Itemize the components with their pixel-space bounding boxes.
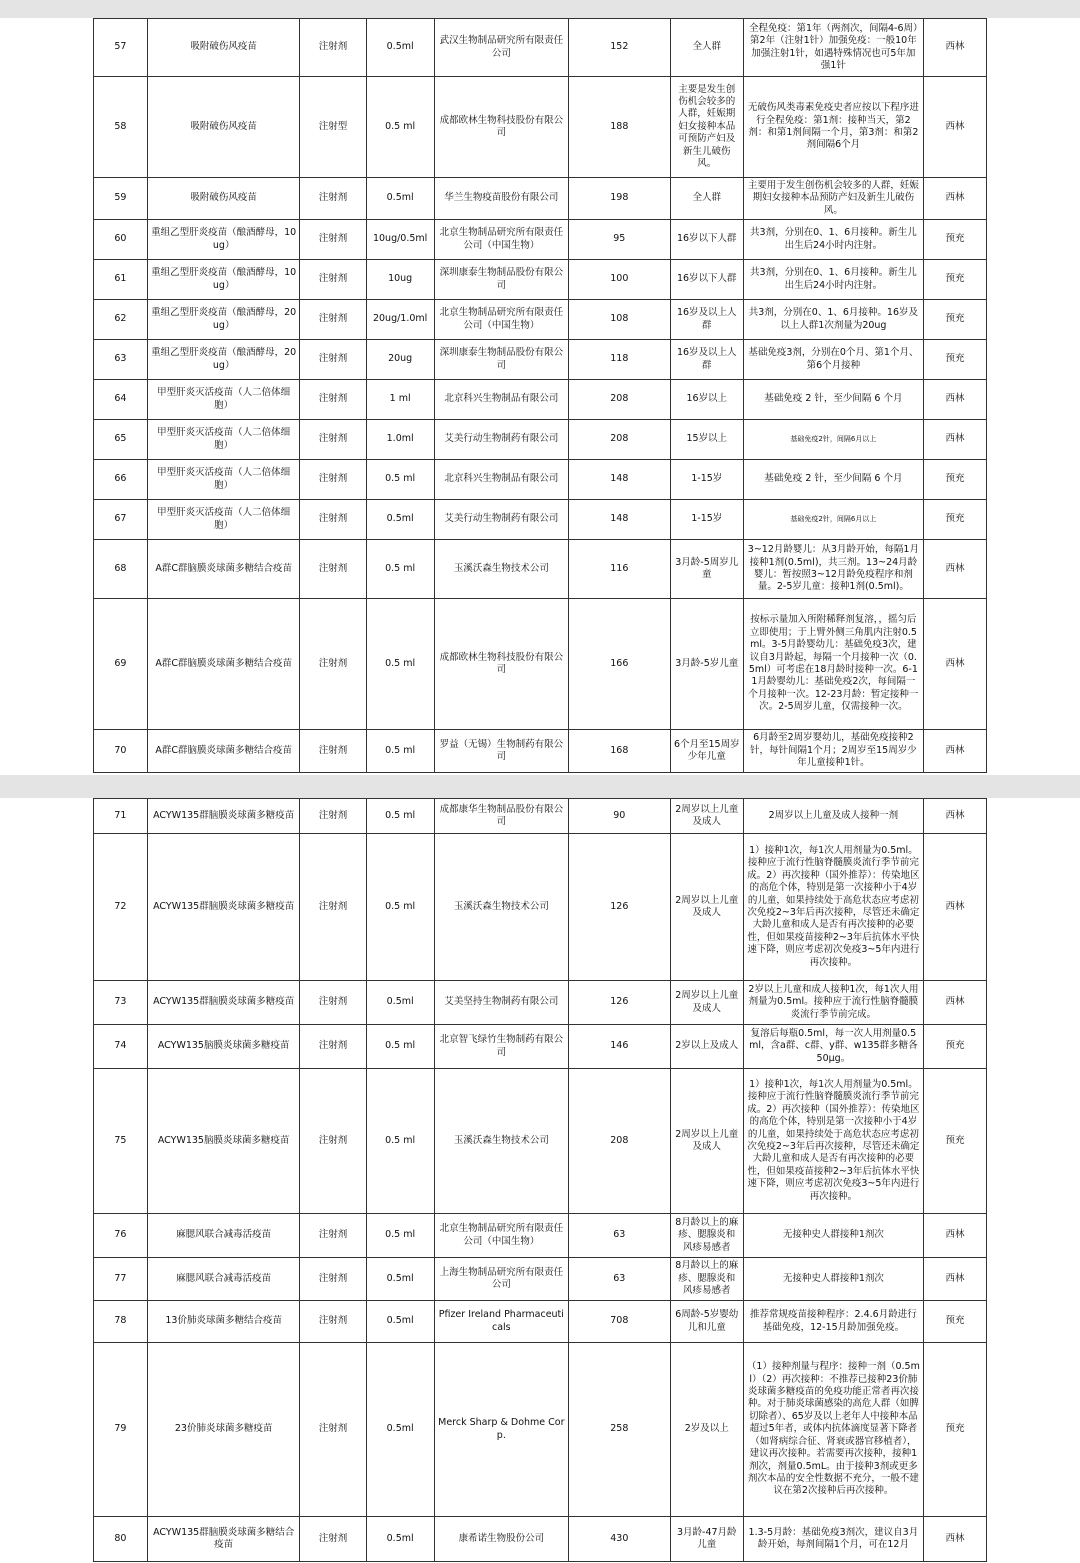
- cell-specification: 0.5ml: [366, 1258, 434, 1301]
- cell-target-population: 16岁以下人群: [670, 220, 743, 260]
- cell-target-population: 主要是发生创伤机会较多的人群，妊娠期妇女接种本品可预防产妇及新生儿破伤风。: [670, 77, 743, 178]
- table-row: [94, 77, 987, 178]
- cell-price: 208: [568, 380, 670, 420]
- cell-specification: 20ug: [366, 340, 434, 380]
- cell-number: 63: [94, 340, 148, 380]
- cell-target-population: 16岁以下人群: [670, 260, 743, 300]
- cell-specification: 0.5 ml: [366, 540, 434, 599]
- cell-package-type: 西林: [923, 799, 986, 834]
- cell-target-population: 16岁以上: [670, 380, 743, 420]
- cell-specification: 10ug: [366, 260, 434, 300]
- cell-price: 208: [568, 420, 670, 460]
- cell-number: 62: [94, 300, 148, 340]
- cell-dosage-form: 注射剂: [300, 1258, 366, 1301]
- cell-target-population: 1-15岁: [670, 460, 743, 500]
- cell-vaccine-name: 重组乙型肝炎疫苗（酿酒酵母，10ug）: [147, 220, 300, 260]
- cell-usage: 共3剂，分别在0、1、6月接种。16岁及以上人群1次剂量为20ug: [743, 300, 923, 340]
- vaccine-table-page-1: [93, 18, 987, 773]
- cell-price: 208: [568, 1069, 670, 1214]
- cell-number: 59: [94, 178, 148, 220]
- table-row: [94, 340, 987, 380]
- cell-package-type: 预充: [923, 460, 986, 500]
- cell-target-population: 15岁以上: [670, 420, 743, 460]
- cell-number: 58: [94, 77, 148, 178]
- cell-manufacturer: 康希诺生物股份公司: [434, 1517, 568, 1562]
- cell-usage: 基础免疫 2 针，至少间隔 6 个月: [743, 380, 923, 420]
- cell-target-population: 2周岁以上儿童及成人: [670, 1069, 743, 1214]
- cell-price: 148: [568, 500, 670, 540]
- cell-package-type: 预充: [923, 220, 986, 260]
- cell-price: 63: [568, 1214, 670, 1258]
- cell-manufacturer: 北京智飞绿竹生物制药有限公司: [434, 1025, 568, 1069]
- cell-target-population: 3月龄-47月龄儿童: [670, 1517, 743, 1562]
- cell-vaccine-name: 13价肺炎球菌多糖结合疫苗: [147, 1301, 300, 1343]
- cell-price: 152: [568, 19, 670, 77]
- cell-price: 146: [568, 1025, 670, 1069]
- cell-target-population: 6周龄-5岁婴幼儿和儿童: [670, 1301, 743, 1343]
- cell-manufacturer: 艾美行动生物制药有限公司: [434, 420, 568, 460]
- cell-vaccine-name: ACYW135群脑膜炎球菌多糖疫苗: [147, 981, 300, 1025]
- cell-number: 61: [94, 260, 148, 300]
- cell-package-type: 预充: [923, 260, 986, 300]
- cell-vaccine-name: 麻腮风联合减毒活疫苗: [147, 1258, 300, 1301]
- cell-price: 90: [568, 799, 670, 834]
- cell-dosage-form: 注射剂: [300, 260, 366, 300]
- cell-number: 76: [94, 1214, 148, 1258]
- cell-dosage-form: 注射剂: [300, 730, 366, 773]
- cell-target-population: 16岁及以上人群: [670, 300, 743, 340]
- cell-dosage-form: 注射剂: [300, 1301, 366, 1343]
- table-row: [94, 19, 987, 77]
- cell-price: 258: [568, 1343, 670, 1517]
- cell-vaccine-name: A群C群脑膜炎球菌多糖结合疫苗: [147, 540, 300, 599]
- cell-vaccine-name: ACYW135脑膜炎球菌多糖疫苗: [147, 1069, 300, 1214]
- cell-target-population: 8月龄以上的麻疹、腮腺炎和风疹易感者: [670, 1214, 743, 1258]
- cell-vaccine-name: 甲型肝炎灭活疫苗（人二倍体细胞）: [147, 460, 300, 500]
- cell-manufacturer: 艾美坚持生物制药有限公司: [434, 981, 568, 1025]
- table-row: [94, 1258, 987, 1301]
- cell-price: 198: [568, 178, 670, 220]
- cell-number: 69: [94, 599, 148, 730]
- cell-price: 100: [568, 260, 670, 300]
- cell-usage: 3~12月龄婴儿：从3月龄开始，每隔1月接种1剂(0.5ml)，共三剂。13~24月龄婴儿：暂按照3~12月龄免疫程序和剂量。2-5岁儿童：接种1剂(0.5ml)。: [743, 540, 923, 599]
- cell-dosage-form: 注射剂: [300, 300, 366, 340]
- cell-usage: 基础免疫2针，间隔6月以上: [743, 420, 923, 460]
- table-row: [94, 260, 987, 300]
- cell-usage: 无破伤风类毒素免疫史者应按以下程序进行全程免疫：第1剂：接种当天，第2剂：和第1剂间隔一个月，第3剂：和第2剂间隔6个月: [743, 77, 923, 178]
- cell-package-type: 西林: [923, 19, 986, 77]
- cell-manufacturer: 武汉生物制品研究所有限责任公司: [434, 19, 568, 77]
- cell-price: 126: [568, 834, 670, 981]
- cell-number: 75: [94, 1069, 148, 1214]
- table-row: [94, 1069, 987, 1214]
- cell-number: 65: [94, 420, 148, 460]
- cell-usage: 按标示量加入所附稀释剂复溶，，摇匀后立即使用；于上臂外侧三角肌内注射0.5ml。3-5月龄婴幼儿：基础免疫3次，建议自3月龄起，每隔一个月接种一次（0.5ml）可考虑在18月龄时接种一次。6-11月龄婴幼儿：基础免疫2次，每间隔一个月接种一次。12-23月龄：暂定接种一次。2-5周岁儿童，仅需接种一次。: [743, 599, 923, 730]
- top-strip: [0, 0, 1080, 18]
- cell-price: 430: [568, 1517, 670, 1562]
- table-row: [94, 178, 987, 220]
- cell-price: 168: [568, 730, 670, 773]
- cell-manufacturer: Merck Sharp & Dohme Corp.: [434, 1343, 568, 1517]
- cell-price: 188: [568, 77, 670, 178]
- table-row: [94, 730, 987, 773]
- cell-specification: 0.5ml: [366, 1517, 434, 1562]
- cell-usage: 共3剂，分别在0、1、6月接种。新生儿出生后24小时内注射。: [743, 260, 923, 300]
- cell-price: 708: [568, 1301, 670, 1343]
- cell-vaccine-name: 甲型肝炎灭活疫苗（人二倍体细胞）: [147, 420, 300, 460]
- cell-usage: 基础免疫2针，间隔6月以上: [743, 500, 923, 540]
- cell-specification: 0.5 ml: [366, 799, 434, 834]
- cell-price: 63: [568, 1258, 670, 1301]
- cell-package-type: 预充: [923, 500, 986, 540]
- cell-number: 64: [94, 380, 148, 420]
- cell-number: 74: [94, 1025, 148, 1069]
- cell-usage: 共3剂，分别在0、1、6月接种。新生儿出生后24小时内注射。: [743, 220, 923, 260]
- cell-specification: 0.5 ml: [366, 730, 434, 773]
- cell-target-population: 2周岁以上儿童及成人: [670, 981, 743, 1025]
- cell-dosage-form: 注射剂: [300, 460, 366, 500]
- cell-package-type: 预充: [923, 1025, 986, 1069]
- cell-manufacturer: 北京科兴生物制品有限公司: [434, 460, 568, 500]
- cell-dosage-form: 注射剂: [300, 220, 366, 260]
- cell-vaccine-name: 重组乙型肝炎疫苗（酿酒酵母，20ug）: [147, 300, 300, 340]
- table-row: [94, 500, 987, 540]
- cell-usage: 基础免疫3剂，分别在0个月、第1个月、第6个月接种: [743, 340, 923, 380]
- cell-dosage-form: 注射剂: [300, 540, 366, 599]
- cell-target-population: 2周岁以上儿童及成人: [670, 834, 743, 981]
- cell-manufacturer: 上海生物制品研究所有限责任公司: [434, 1258, 568, 1301]
- cell-vaccine-name: ACYW135群脑膜炎球菌多糖疫苗: [147, 834, 300, 981]
- cell-specification: 0.5ml: [366, 500, 434, 540]
- cell-manufacturer: 成都康华生物制品股份有限公司: [434, 799, 568, 834]
- table-row: [94, 1025, 987, 1069]
- cell-specification: 0.5 ml: [366, 1214, 434, 1258]
- cell-usage: （1）接种剂量与程序：接种一剂（0.5ml）（2）再次接种：不推荐已接种23价肺炎球菌多糖疫苗的免疫功能正常者再次接种。对于肺炎球菌感染的高危人群（如脾切除者）、65岁及以上老年人中接种本品超过5年者，或体内抗体滴度显著下降者（如肾病综合征、肾衰或器官移植者），建议再次接种。若需要再次接种，接种1剂次，剂量0.5mL。由于接种3剂或更多剂次本品的安全性数据不充分，一般不建议在第2次接种后再次接种。: [743, 1343, 923, 1517]
- cell-vaccine-name: ACYW135群脑膜炎球菌多糖疫苗: [147, 799, 300, 834]
- table-row: [94, 540, 987, 599]
- cell-number: 77: [94, 1258, 148, 1301]
- cell-specification: 0.5 ml: [366, 834, 434, 981]
- cell-vaccine-name: 重组乙型肝炎疫苗（酿酒酵母，10ug）: [147, 260, 300, 300]
- cell-price: 166: [568, 599, 670, 730]
- document-page-1: [0, 18, 1080, 775]
- cell-specification: 10ug/0.5ml: [366, 220, 434, 260]
- cell-vaccine-name: 吸附破伤风疫苗: [147, 77, 300, 178]
- cell-number: 73: [94, 981, 148, 1025]
- cell-specification: 20ug/1.0ml: [366, 300, 434, 340]
- cell-specification: 0.5ml: [366, 981, 434, 1025]
- table-row: [94, 1517, 987, 1562]
- table-row: [94, 799, 987, 834]
- vaccine-table-page-2: [93, 798, 987, 1562]
- cell-vaccine-name: 重组乙型肝炎疫苗（酿酒酵母，20ug）: [147, 340, 300, 380]
- cell-dosage-form: 注射剂: [300, 1343, 366, 1517]
- cell-vaccine-name: 甲型肝炎灭活疫苗（人二倍体细胞）: [147, 380, 300, 420]
- document-page-2: [0, 798, 1080, 1563]
- cell-usage: 1）接种1次，每1次人用剂量为0.5ml。接种应于流行性脑脊髓膜炎流行季节前完成。2）再次接种（国外推荐）：传染地区的高危个体，特别是第一次接种小于4岁的儿童，如果持续处于高危状态应考虑初次免疫2~3年后再次接种，尽管还未确定大龄儿童和成人是否有再次接种的必要性，但如果疫苗接种2~3年后抗体水平快速下降，则应考虑初次免疫3~5年内进行再次接种。: [743, 1069, 923, 1214]
- cell-specification: 0.5 ml: [366, 460, 434, 500]
- cell-package-type: 预充: [923, 340, 986, 380]
- table-row: [94, 460, 987, 500]
- cell-usage: 主要用于发生创伤机会较多的人群，妊娠期妇女接种本品预防产妇及新生儿破伤风。: [743, 178, 923, 220]
- table-row: [94, 834, 987, 981]
- cell-price: 126: [568, 981, 670, 1025]
- cell-package-type: 预充: [923, 1069, 986, 1214]
- cell-manufacturer: 成都欧林生物科技股份有限公司: [434, 77, 568, 178]
- cell-price: 118: [568, 340, 670, 380]
- cell-specification: 0.5 ml: [366, 1025, 434, 1069]
- cell-number: 67: [94, 500, 148, 540]
- cell-target-population: 3月龄-5周岁儿童: [670, 540, 743, 599]
- cell-dosage-form: 注射剂: [300, 1214, 366, 1258]
- cell-dosage-form: 注射剂: [300, 1069, 366, 1214]
- cell-package-type: 西林: [923, 981, 986, 1025]
- cell-vaccine-name: 吸附破伤风疫苗: [147, 178, 300, 220]
- cell-package-type: 预充: [923, 1301, 986, 1343]
- cell-vaccine-name: 麻腮风联合减毒活疫苗: [147, 1214, 300, 1258]
- cell-vaccine-name: A群C群脑膜炎球菌多糖结合疫苗: [147, 599, 300, 730]
- cell-manufacturer: 北京科兴生物制品有限公司: [434, 380, 568, 420]
- cell-number: 66: [94, 460, 148, 500]
- cell-price: 108: [568, 300, 670, 340]
- cell-number: 60: [94, 220, 148, 260]
- cell-number: 79: [94, 1343, 148, 1517]
- cell-package-type: 预充: [923, 300, 986, 340]
- table-row: [94, 981, 987, 1025]
- cell-usage: 无接种史人群接种1剂次: [743, 1258, 923, 1301]
- cell-dosage-form: 注射剂: [300, 19, 366, 77]
- cell-dosage-form: 注射剂: [300, 500, 366, 540]
- cell-dosage-form: 注射剂: [300, 178, 366, 220]
- table-row: [94, 420, 987, 460]
- cell-vaccine-name: A群C群脑膜炎球菌多糖结合疫苗: [147, 730, 300, 773]
- cell-package-type: 西林: [923, 77, 986, 178]
- cell-usage: 全程免疫：第1年（两剂次，间隔4-6周）第2年（注射1针）加强免疫：一般10年加强注射1针，如遇特殊情况也可5年加强1针: [743, 19, 923, 77]
- cell-number: 68: [94, 540, 148, 599]
- cell-specification: 0.5 ml: [366, 599, 434, 730]
- cell-specification: 0.5ml: [366, 1301, 434, 1343]
- cell-manufacturer: 成都欧林生物科技股份有限公司: [434, 599, 568, 730]
- cell-usage: 无接种史人群接种1剂次: [743, 1214, 923, 1258]
- cell-package-type: 西林: [923, 599, 986, 730]
- cell-usage: 推荐常规疫苗接种程序：2.4.6月龄进行基础免疫，12-15月龄加强免疫。: [743, 1301, 923, 1343]
- cell-dosage-form: 注射剂: [300, 981, 366, 1025]
- cell-vaccine-name: ACYW135脑膜炎球菌多糖疫苗: [147, 1025, 300, 1069]
- cell-number: 70: [94, 730, 148, 773]
- cell-usage: 基础免疫 2 针，至少间隔 6 个月: [743, 460, 923, 500]
- cell-package-type: 西林: [923, 730, 986, 773]
- cell-vaccine-name: ACYW135群脑膜炎球菌多糖结合疫苗: [147, 1517, 300, 1562]
- cell-specification: 0.5ml: [366, 178, 434, 220]
- cell-package-type: 西林: [923, 178, 986, 220]
- cell-vaccine-name: 23价肺炎球菌多糖疫苗: [147, 1343, 300, 1517]
- cell-dosage-form: 注射剂: [300, 834, 366, 981]
- cell-manufacturer: 玉溪沃森生物技术公司: [434, 1069, 568, 1214]
- cell-manufacturer: 北京生物制品研究所有限责任公司（中国生物）: [434, 220, 568, 260]
- cell-target-population: 8月龄以上的麻疹、腮腺炎和风疹易感者: [670, 1258, 743, 1301]
- cell-package-type: 西林: [923, 834, 986, 981]
- cell-usage: 6月龄至2周岁婴幼儿，基础免疫接种2针，每针间隔1个月；2周岁至15周岁少年儿童接种1针。: [743, 730, 923, 773]
- cell-target-population: 全人群: [670, 178, 743, 220]
- cell-package-type: 西林: [923, 1517, 986, 1562]
- cell-specification: 1.0ml: [366, 420, 434, 460]
- cell-specification: 0.5 ml: [366, 1069, 434, 1214]
- cell-specification: 0.5ml: [366, 1343, 434, 1517]
- cell-number: 57: [94, 19, 148, 77]
- cell-manufacturer: 北京生物制品研究所有限责任公司（中国生物）: [434, 1214, 568, 1258]
- cell-usage: 1）接种1次，每1次人用剂量为0.5ml。接种应于流行性脑脊髓膜炎流行季节前完成。2）再次接种（国外推荐）：传染地区的高危个体，特别是第一次接种小于4岁的儿童，如果持续处于高危状态应考虑初次免疫2~3年后再次接种，尽管还未确定大龄儿童和成人是否有再次接种的必要性，但如果疫苗接种2~3年后抗体水平快速下降，则应考虑初次免疫3~5年内进行再次接种。: [743, 834, 923, 981]
- cell-package-type: 西林: [923, 540, 986, 599]
- cell-manufacturer: 北京生物制品研究所有限责任公司（中国生物）: [434, 300, 568, 340]
- table-row: [94, 300, 987, 340]
- cell-target-population: 3月龄-5岁儿童: [670, 599, 743, 730]
- cell-number: 71: [94, 799, 148, 834]
- cell-dosage-form: 注射剂: [300, 1025, 366, 1069]
- cell-manufacturer: 华兰生物疫苗股份有限公司: [434, 178, 568, 220]
- cell-manufacturer: 艾美行动生物制药有限公司: [434, 500, 568, 540]
- cell-price: 95: [568, 220, 670, 260]
- table-row: [94, 1214, 987, 1258]
- cell-package-type: 西林: [923, 1258, 986, 1301]
- cell-vaccine-name: 吸附破伤风疫苗: [147, 19, 300, 77]
- cell-dosage-form: 注射剂: [300, 599, 366, 730]
- cell-target-population: 2岁以上及成人: [670, 1025, 743, 1069]
- cell-specification: 0.5ml: [366, 19, 434, 77]
- cell-price: 148: [568, 460, 670, 500]
- cell-package-type: 西林: [923, 380, 986, 420]
- cell-usage: 复溶后每瓶0.5ml，每一次人用剂量0.5ml，含a群、c群、y群、w135群多糖各50μg。: [743, 1025, 923, 1069]
- table-row: [94, 220, 987, 260]
- cell-dosage-form: 注射剂: [300, 799, 366, 834]
- cell-manufacturer: 罗益（无锡）生物制药有限公司: [434, 730, 568, 773]
- cell-package-type: 西林: [923, 420, 986, 460]
- table-row: [94, 1343, 987, 1517]
- cell-target-population: 16岁及以上人群: [670, 340, 743, 380]
- cell-target-population: 6个月至15周岁少年儿童: [670, 730, 743, 773]
- cell-dosage-form: 注射剂: [300, 420, 366, 460]
- cell-manufacturer: 玉溪沃森生物技术公司: [434, 540, 568, 599]
- cell-vaccine-name: 甲型肝炎灭活疫苗（人二倍体细胞）: [147, 500, 300, 540]
- cell-usage: 1.3-5月龄：基础免疫3剂次，建议自3月龄开始，每剂间隔1个月，可在12月: [743, 1517, 923, 1562]
- cell-number: 72: [94, 834, 148, 981]
- cell-target-population: 全人群: [670, 19, 743, 77]
- cell-package-type: 西林: [923, 1214, 986, 1258]
- cell-manufacturer: 深圳康泰生物制品股份有限公司: [434, 340, 568, 380]
- cell-target-population: 2周岁以上儿童及成人: [670, 799, 743, 834]
- table-row: [94, 1301, 987, 1343]
- cell-manufacturer: 玉溪沃森生物技术公司: [434, 834, 568, 981]
- cell-dosage-form: 注射剂: [300, 1517, 366, 1562]
- cell-dosage-form: 注射剂: [300, 380, 366, 420]
- cell-specification: 1 ml: [366, 380, 434, 420]
- cell-usage: 2岁以上儿童和成人接种1次，每1次人用剂量为0.5ml。接种应于流行性脑脊髓膜炎流行季节前完成。: [743, 981, 923, 1025]
- cell-manufacturer: Pfizer Ireland Pharmaceuticals: [434, 1301, 568, 1343]
- cell-dosage-form: 注射剂: [300, 340, 366, 380]
- cell-specification: 0.5 ml: [366, 77, 434, 178]
- cell-package-type: 预充: [923, 1343, 986, 1517]
- cell-number: 78: [94, 1301, 148, 1343]
- cell-target-population: 1-15岁: [670, 500, 743, 540]
- cell-target-population: 2岁及以上: [670, 1343, 743, 1517]
- cell-price: 116: [568, 540, 670, 599]
- table-row: [94, 599, 987, 730]
- cell-usage: 2周岁以上儿童及成人接种一剂: [743, 799, 923, 834]
- cell-number: 80: [94, 1517, 148, 1562]
- cell-manufacturer: 深圳康泰生物制品股份有限公司: [434, 260, 568, 300]
- cell-dosage-form: 注射型: [300, 77, 366, 178]
- table-row: [94, 380, 987, 420]
